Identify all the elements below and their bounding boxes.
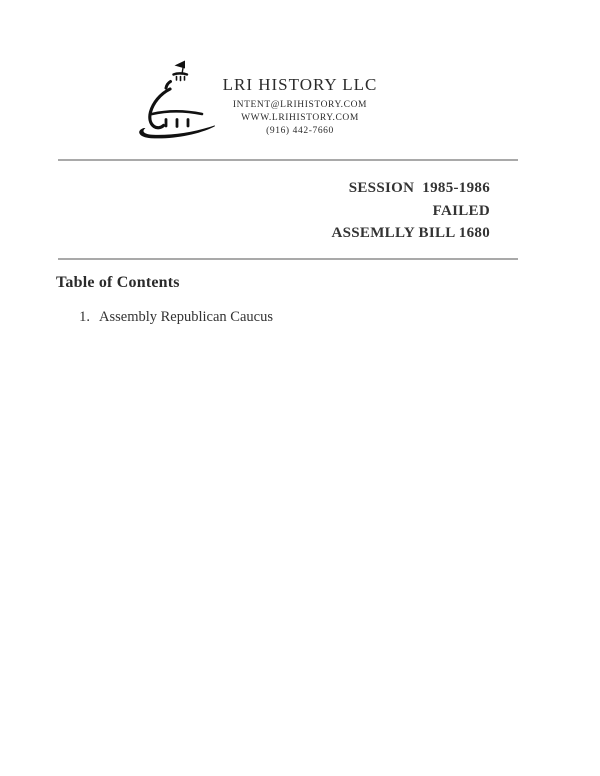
toc-title: Table of Contents (56, 274, 180, 291)
session-label: SESSION 1985-1986 (348, 180, 490, 196)
horizontal-rule-bottom (58, 258, 518, 260)
toc-list (56, 308, 544, 326)
bill-label: ASSEMLLY BILL 1680 (331, 225, 490, 241)
contact-block (0, 99, 600, 138)
toc-item-label: Assembly Republican Caucus (99, 309, 273, 325)
contact-phone: (916) 442-7660 (266, 126, 334, 136)
table-of-contents (56, 274, 544, 326)
letterhead (0, 75, 600, 138)
case-info-block (331, 177, 490, 245)
horizontal-rule-top (58, 159, 518, 161)
contact-email: INTENT@LRIHISTORY.COM (232, 100, 368, 110)
company-name: LRI HISTORY LLC (222, 75, 378, 94)
toc-item-number: 1. (79, 309, 90, 325)
toc-item (56, 308, 544, 326)
contact-website: WWW.LRIHISTORY.COM (241, 113, 359, 123)
status-label: FAILED (432, 202, 490, 219)
